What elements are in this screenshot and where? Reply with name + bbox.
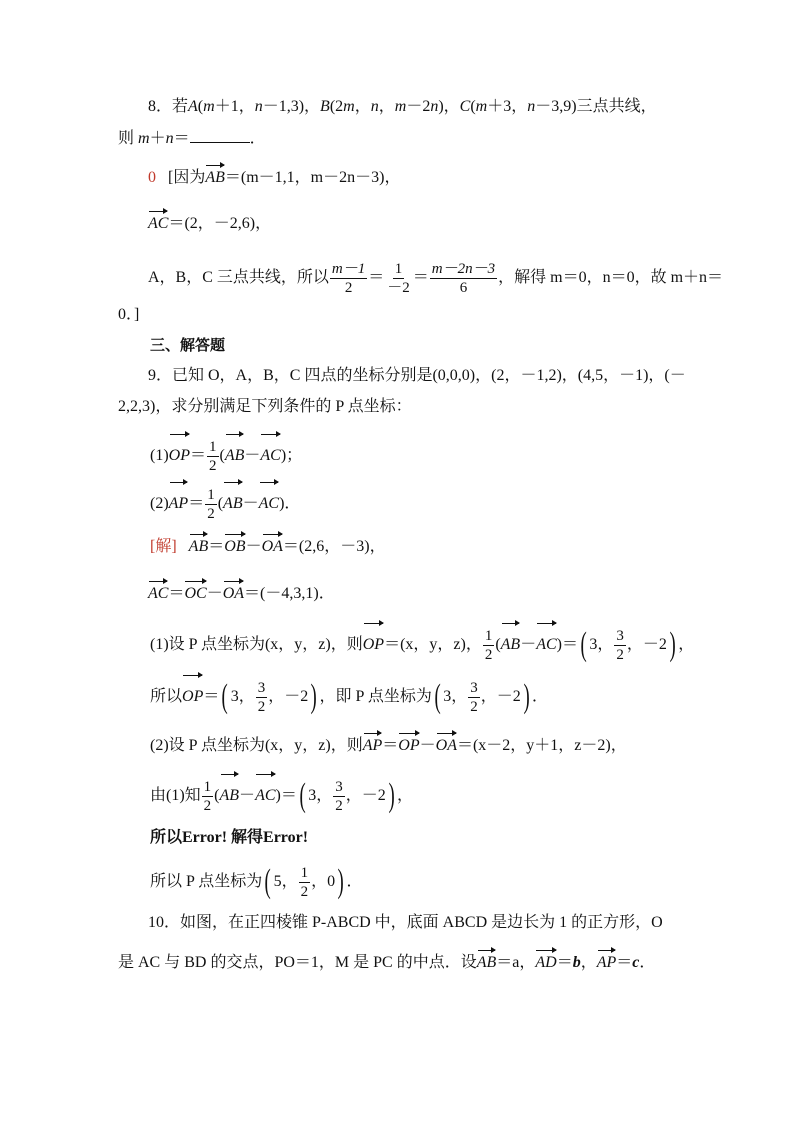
q8-solution-line1: 0 [因为AB＝(m－1,1，m－2n－3)， <box>148 167 400 189</box>
final-text: 所以 P 点坐标为 <box>150 873 263 890</box>
q9-condition-1: (1)OP＝ $\frac{1}{2}$ (AB－AC)； <box>150 436 302 476</box>
q8-solution-line2: AC＝(2，－2,6)， <box>148 213 271 235</box>
q8-solution-end: 0．] <box>118 306 140 323</box>
q9-part2-line2: 由(1)知 $\frac{1}{2}$ (AB－AC)＝( 3， $\frac{3}{2}$ ，－2) ， <box>150 777 414 815</box>
q9-final: 所以 P 点坐标为( 5， $\frac{1}{2}$ ，0) ． <box>150 863 363 901</box>
q8-sol-collinear: A，B，C 三点共线，所以 <box>148 269 329 287</box>
p1-coord: ，即 P 点坐标为 <box>319 688 432 705</box>
q8-line2-prefix: 则 <box>118 130 135 147</box>
q8-sol-solve: ，解得 m＝0，n＝0，故 m＋n＝ <box>498 269 724 287</box>
q9-solution-ac: AC＝OC－OA＝(－4,3,1)． <box>148 583 335 605</box>
q9-line2: 2,2,3)，求分别满足下列条件的 P 点坐标： <box>118 398 412 415</box>
q8-answer: 0 <box>148 169 156 186</box>
p2-expr: ＝(x－2，y＋1，z－2)， <box>456 737 627 754</box>
p2-from: 由(1)知 <box>150 787 201 804</box>
q8-line2: 则 m＋n＝ ． <box>118 130 266 147</box>
p1-xyz: ＝(x，y，z)， <box>384 636 482 653</box>
q8-line1-rest: 三点共线， <box>576 98 657 115</box>
q8-sol-ab: ＝(m－1,1，m－2n－3)， <box>224 169 401 186</box>
cond2-label: (2) <box>150 495 169 512</box>
q8-solution-line3: A，B，C 三点共线，所以 $\frac{m-1}{2}$ ＝ $\frac{1}{-2}$ ＝ $\frac{m-2n-3}{6}$ ，解得 m＝0，n＝0，故 m＋n＝ <box>148 261 724 296</box>
cond1-label: (1) <box>150 447 169 464</box>
q10-line2-end: ＝a， <box>496 954 536 971</box>
ac-value: ＝(－4,3,1)． <box>244 585 335 602</box>
answer-blank <box>190 128 250 143</box>
p2-intro: (2)设 P 点坐标为(x，y，z)，则 <box>150 737 363 754</box>
q10-line2-text: 是 AC 与 BD 的交点，PO＝1，M 是 PC 的中点．设 <box>118 954 477 971</box>
q9-line1: 9．已知 O，A，B，C 四点的坐标分别是(0,0,0)，(2，－1,2)，(4,5，－1)，(－ <box>148 367 686 384</box>
q8-line1: 8．若A(m＋1，n－1,3)，B(2m，n，m－2n)，C(m＋3，n－3,9)三点共线， <box>148 98 657 115</box>
q9-condition-2: (2)AP＝ $\frac{1}{2}$ (AB－AC)． <box>150 484 300 524</box>
p1-so: 所以 <box>150 688 183 705</box>
q9-error-line: 所以Error! 解得Error! <box>150 829 309 846</box>
solution-tag: [解] <box>150 538 177 555</box>
q10-line1: 10．如图，在正四棱锥 P-ABCD 中，底面 ABCD 是边长为 1 的正方形，O <box>148 914 663 931</box>
p1-intro: (1)设 P 点坐标为(x，y，z)，则 <box>150 636 363 653</box>
q9-solution-ab: [解] AB＝OB－OA＝(2,6，－3)， <box>150 536 386 558</box>
q9-part1-line2: 所以OP＝( 3， $\frac{3}{2}$ ，－2) ，即 P 点坐标为( 3， $\frac{3}{2}$ ，－2) ． <box>150 678 549 716</box>
section-heading: 三、解答题 <box>150 337 226 354</box>
ab-value: ＝(2,6，－3)， <box>282 538 386 555</box>
q8-prefix: 8．若 <box>148 98 189 115</box>
q8-sol-ac: ＝(2，－2,6)， <box>168 215 272 232</box>
q8-sol-intro: [因为 <box>168 169 206 186</box>
q10-line2: 是 AC 与 BD 的交点，PO＝1，M 是 PC 的中点．设AB＝a，AD＝b，AP＝c． <box>118 952 655 974</box>
q9-part2-line1: (2)设 P 点坐标为(x，y，z)，则AP＝OP－OA＝(x－2，y＋1，z－2)， <box>150 735 627 757</box>
q9-part1-line1: (1)设 P 点坐标为(x，y，z)，则OP＝(x，y，z)， $\frac{1}{2}$ (AB－AC)＝( 3， $\frac{3}{2}$ ，－2) ， <box>150 626 695 664</box>
